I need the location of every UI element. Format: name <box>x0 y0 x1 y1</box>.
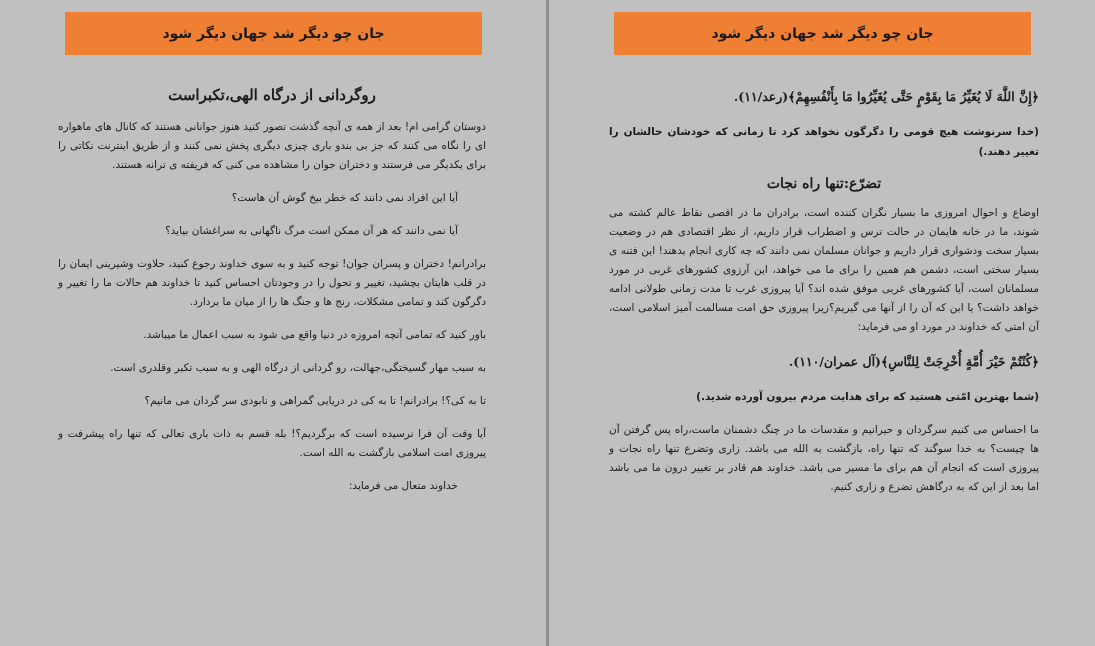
paragraph: تا به کی؟! برادرانم! تا به کی در دریایی گمراهی و نابودی سر گردان می مانیم؟ <box>144 395 486 407</box>
section-heading: تضرّع:تنها راه نجات <box>766 176 882 192</box>
paragraph: باور کنید که تمامی آنچه امروزه در دنیا واقع می شود به سبب اعمال ما میباشد. <box>143 329 486 341</box>
page-header: جان چو دیگر شد جهان دیگر شود <box>614 12 1031 55</box>
page-right <box>549 0 1095 646</box>
verse-translation: (خدا سرنوشت هیچ قومی را دگرگون نخواهد کرد تا زمانی که خودشان حالشان را تغییر دهند.) <box>609 126 1039 158</box>
paragraph: اوضاع و احوال امروزی ما بسیار نگران کننده است، برادران ما در اقصی نقاط عالم کشته می شوند، ما در خانه هایمان در حالت ترس و اضطراب قرار داریم، از نظر اقتصادی هم در وضعیت بسیار سخت ودشواری قرار داریم و جوانان مسلمان نمی دانند که چه کاری انجام بدهند! این فتنه ی بسیار سختی است، دشمن هم همین را برای ما می خواهد، این آرزوی کشورهای غربی در مورد مسلمانان است، آیا کشورهای غربی موفق شده اند؟ آیا پیروزی غرب تا مدت زمانی طولانی ادامه خواهد داشت؟ یا این که آن را از آنها می گیریم؟زیرا پیروزی حق امت مسالمت آمیز اسلامی است، آن امتی که خداوند در مورد او می فرماید: <box>609 207 1039 333</box>
verse-translation: (شما بهترین امّتی هستید که برای هدایت مردم بیرون آورده شدید.) <box>696 391 1039 403</box>
paragraph: به سبب مهار گسیختگی،جهالت، رو گردانی از درگاه الهی و به سبب تکبر وقلدری است. <box>110 362 486 374</box>
paragraph: آیا وقت آن فرا نرسیده است که برگردیم؟! بله قسم به ذات باری تعالی که تنها راه پیشرفت و پیروزی امت اسلامی بازگشت به الله است. <box>58 428 486 459</box>
quran-verse: ﴿إِنَّ اللَّهَ لَا يُغَيِّرُ مَا بِقَوْمٍ حَتَّى يُغَيِّرُوا مَا بِأَنْفُسِهِمْ﴾(رعد/١١). <box>733 89 1039 104</box>
paragraph: ما احساس می کنیم سرگردان و حیرانیم و مقدسات ما در چنگ دشمنان ماست،راه پس گرفتن آن ها چیست؟ به خدا سوگند که تنها راه، بازگشت به الله می باشد. زاری وتضرع تنها راه نجات و پیروزی است که انجام آن هم برای ما مسیر می باشد. خداوند هم قادر بر تغییر درون ما می باشد اما بعد از این که به درگاهش تضرع و زاری کنیم. <box>609 424 1039 493</box>
paragraph: خداوند متعال می فرماید: <box>348 480 458 492</box>
quran-verse: ﴿كُنْتُمْ خَيْرَ أُمَّةٍ أُخْرِجَتْ لِلنَّاسِ﴾(آل عمران/١١٠). <box>788 354 1039 369</box>
paragraph: برادرانم! دختران و پسران جوان! توجه کنید و به سوی خداوند رجوع کنید، حلاوت وشیرینی ایمان را در قلب هایتان بچشید، تغییر و تحول را در وجودتان احساس کنید تا خداوند هم حالات ما را تغییر و دگرگون کند و تمامی مشکلات، رنج ها و جنگ ها را از میان ما بردارد. <box>58 258 486 308</box>
paragraph: آیا نمی دانند که هر آن ممکن است مرگ ناگهانی به سراغشان بیاید؟ <box>165 225 458 237</box>
paragraph: دوستان گرامی ام! بعد از همه ی آنچه گذشت تصور کنید هنوز جوانانی هستند که کانال های ماهواره ای را نگاه می کنند که جز بی بندو باری چیزی دیگری پخش نمی کنند و از طریق اینترنت نکاتی را برای یکدیگر می فرستند و دختران جوان را مشاهده می کنی که فریفته ی ترانه هستند. <box>58 121 486 171</box>
section-heading: روگردانی از درگاه الهی،تکبراست <box>168 86 376 104</box>
page-header: جان چو دیگر شد جهان دیگر شود <box>65 12 482 55</box>
page-left <box>0 0 546 646</box>
page-content <box>609 86 1039 511</box>
page-content <box>58 86 486 510</box>
paragraph: آیا این افراد نمی دانند که خطر بیخ گوش آن هاست؟ <box>231 192 458 204</box>
